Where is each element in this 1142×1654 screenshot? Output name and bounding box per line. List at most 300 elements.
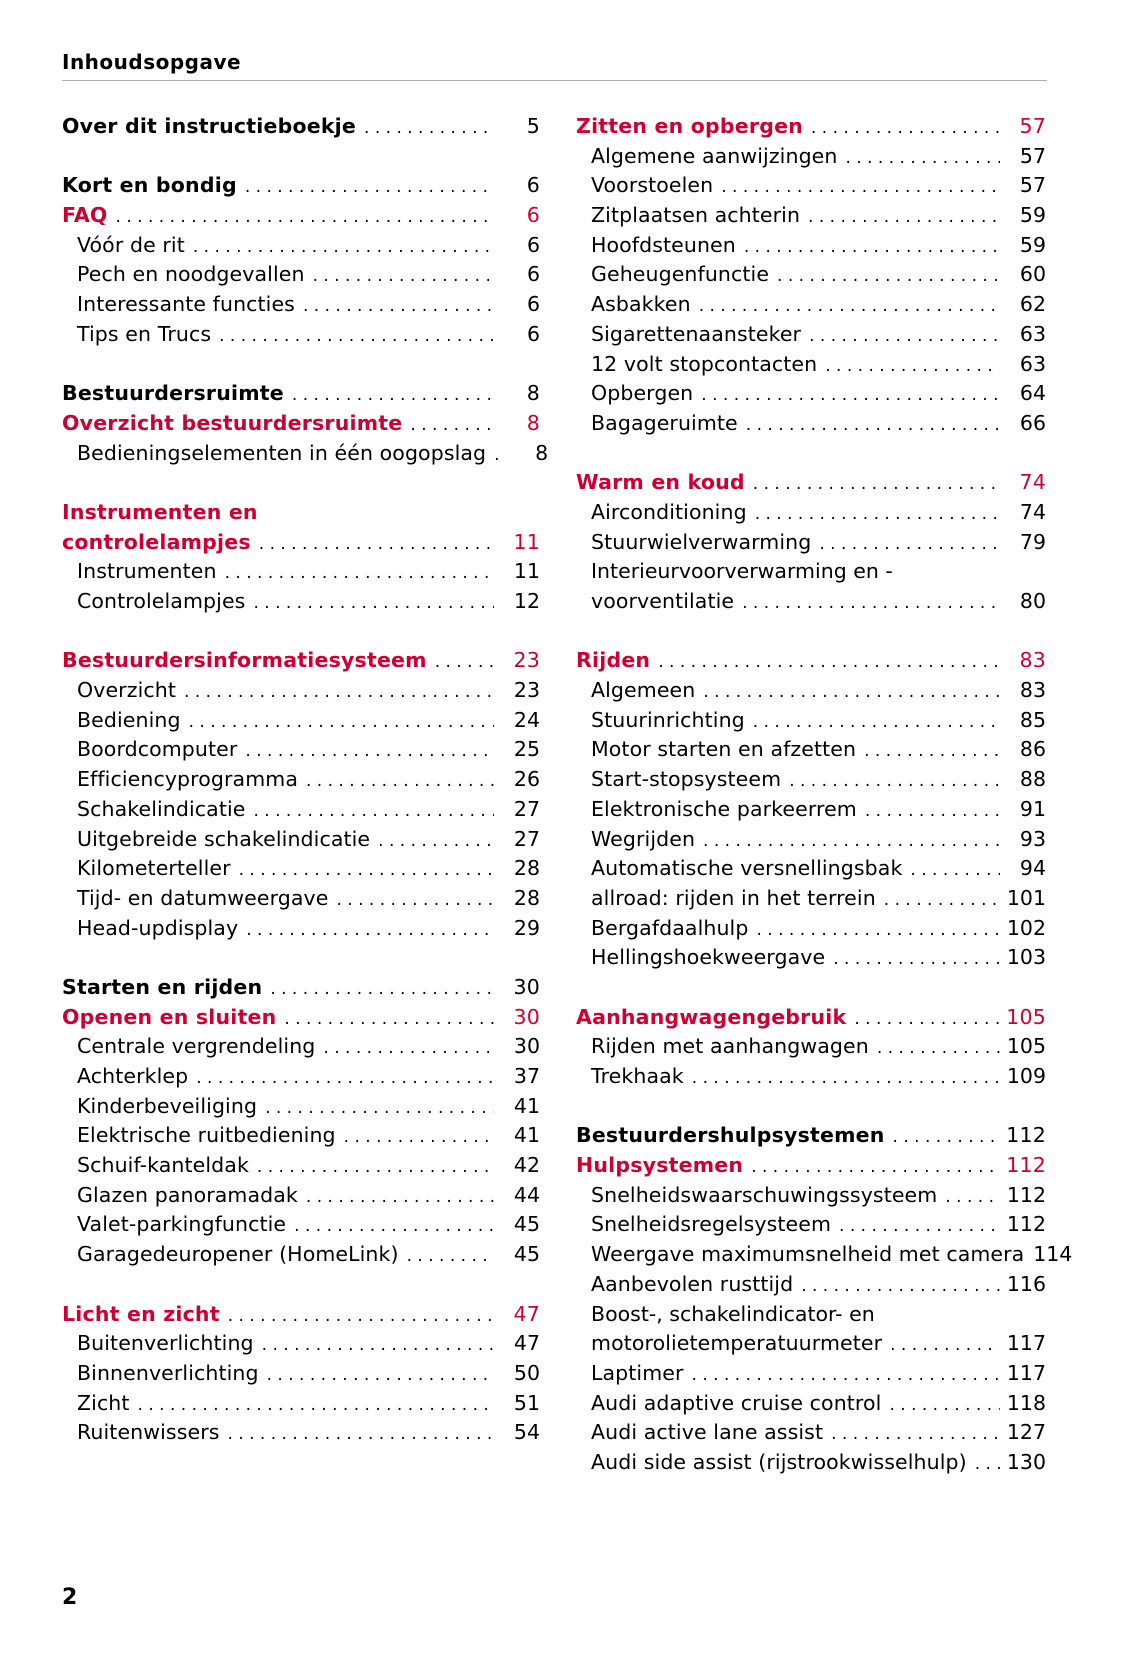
toc-entry-page: 79 xyxy=(1019,529,1046,554)
toc-entry-label: Audi adaptive cruise control xyxy=(591,1390,882,1415)
toc-entry[interactable] xyxy=(62,1389,540,1419)
toc-entry-page: 41 xyxy=(513,1093,540,1118)
toc-entry[interactable] xyxy=(576,231,1046,261)
toc-entry[interactable] xyxy=(576,1121,1046,1151)
toc-entry[interactable] xyxy=(576,1151,1046,1181)
toc-entry[interactable] xyxy=(576,379,1046,409)
toc-entry[interactable] xyxy=(62,1151,540,1181)
leader-dots xyxy=(257,1153,494,1183)
toc-entry[interactable] xyxy=(576,587,1046,617)
toc-entry[interactable] xyxy=(62,439,549,469)
toc-entry[interactable] xyxy=(62,231,540,261)
toc-entry[interactable] xyxy=(62,587,540,617)
toc-entry[interactable] xyxy=(62,854,540,884)
leader-dots xyxy=(864,737,1000,767)
leader-dots xyxy=(265,1094,494,1124)
toc-entry-page: 102 xyxy=(1006,915,1046,940)
toc-entry[interactable] xyxy=(576,1003,1046,1033)
toc-entry-label: Boordcomputer xyxy=(77,737,238,762)
leader-dots xyxy=(755,500,1000,530)
leader-dots xyxy=(846,144,1001,174)
toc-entry-label: Sigarettenaansteker xyxy=(591,321,802,346)
toc-entry[interactable] xyxy=(62,409,540,439)
leader-dots xyxy=(809,322,1000,352)
toc-entry-page: 6 xyxy=(526,292,540,317)
toc-entry[interactable] xyxy=(576,943,1046,973)
leader-dots xyxy=(893,1123,1000,1153)
toc-entry-page: 28 xyxy=(513,856,540,881)
toc-entry[interactable] xyxy=(62,1418,540,1448)
leader-dots xyxy=(811,114,1000,144)
leader-dots xyxy=(344,1123,494,1153)
toc-entry-page: 57 xyxy=(1019,173,1046,198)
toc-entry[interactable] xyxy=(62,290,540,320)
toc-entry-page: 74 xyxy=(1019,499,1046,524)
leader-dots xyxy=(753,470,1000,500)
toc-entry-label: voorventilatie xyxy=(591,589,735,613)
leader-dots xyxy=(184,678,494,708)
toc-entry-page: 112 xyxy=(1006,1182,1046,1207)
toc-entry-label: Kinderbeveiliging xyxy=(77,1093,258,1118)
toc-entry-page: 11 xyxy=(513,559,540,584)
toc-entry-label: Hulpsystemen xyxy=(576,1153,744,1178)
toc-entry[interactable] xyxy=(576,825,1046,855)
toc-entry-label: Kilometerteller xyxy=(77,856,231,881)
leader-dots xyxy=(245,737,494,767)
toc-entry-page: 37 xyxy=(513,1064,540,1088)
toc-entry-label: Tips en Trucs xyxy=(77,321,212,346)
toc-entry-label: Stuurwielverwarming xyxy=(591,529,812,554)
toc-entry[interactable] xyxy=(576,528,1046,558)
toc-entry-label: Valet-parkingfunctie xyxy=(77,1212,287,1237)
toc-entry[interactable] xyxy=(62,706,540,736)
toc-entry-label: Kort en bondig xyxy=(62,173,237,198)
leader-dots xyxy=(292,381,494,411)
toc-entry[interactable] xyxy=(62,1300,540,1330)
toc-entry-label: Interessante functies xyxy=(77,292,295,317)
leader-dots xyxy=(808,203,1000,233)
toc-entry-label: Licht en zicht xyxy=(62,1301,220,1326)
toc-entry-label: Aanhangwagengebruik xyxy=(576,1004,847,1029)
toc-entry-label: Hellingshoekweergave xyxy=(591,945,826,970)
toc-entry-label: Ruitenwissers xyxy=(77,1420,220,1445)
toc-entry-page: 94 xyxy=(1019,856,1046,881)
toc-entry[interactable] xyxy=(576,854,1046,884)
toc-entry[interactable] xyxy=(576,795,1046,825)
toc-entry[interactable] xyxy=(576,1418,1046,1448)
leader-dots xyxy=(825,352,1000,382)
toc-entry-page: 101 xyxy=(1006,885,1046,910)
toc-entry-label: motorolietemperatuurmeter xyxy=(591,1331,883,1356)
toc-entry-label: Elektrische ruitbediening xyxy=(77,1123,336,1148)
toc-entry[interactable] xyxy=(62,1210,540,1240)
toc-entry-page: 12 xyxy=(513,589,540,613)
toc-entry-page: 105 xyxy=(1006,1004,1046,1029)
toc-entry[interactable] xyxy=(576,320,1046,350)
toc-entry-label: Bestuurdershulpsystemen xyxy=(576,1123,885,1148)
toc-entry-page: 6 xyxy=(526,232,540,257)
toc-entry[interactable] xyxy=(62,795,540,825)
toc-entry-label: Weergave maximumsnelheid met camera xyxy=(591,1242,1025,1267)
toc-entry-page: 30 xyxy=(513,1034,540,1059)
toc-entry-label: Bagageruimte xyxy=(591,410,738,435)
toc-entry[interactable] xyxy=(576,1062,1046,1092)
toc-entry-page: 103 xyxy=(1006,945,1046,970)
toc-entry-label: Glazen panoramadak xyxy=(77,1182,298,1207)
toc-entry-label: Controlelampjes xyxy=(77,589,246,613)
toc-entry-page: 114 xyxy=(1033,1242,1073,1267)
toc-entry[interactable] xyxy=(576,171,1046,201)
toc-entry-page: 85 xyxy=(1019,707,1046,732)
leader-dots xyxy=(839,1212,1000,1242)
toc-entry[interactable] xyxy=(62,260,540,290)
toc-entry-label: Algemene aanwijzingen xyxy=(591,143,838,168)
toc-entry-page: 29 xyxy=(513,915,540,940)
toc-entry-page: 8 xyxy=(526,410,540,435)
toc-entry[interactable] xyxy=(576,201,1046,231)
toc-entry-page: 30 xyxy=(513,1004,540,1029)
toc-entry-page: 83 xyxy=(1019,678,1046,703)
leader-dots xyxy=(267,1361,494,1391)
toc-entry-label: Binnenverlichting xyxy=(77,1360,259,1385)
toc-entry-page: 6 xyxy=(526,321,540,346)
toc-entry-page: 59 xyxy=(1019,203,1046,228)
toc-entry-label: Bestuurdersruimte xyxy=(62,381,284,406)
toc-entry-page: 63 xyxy=(1019,351,1046,376)
toc-entry[interactable] xyxy=(576,468,1046,498)
toc-entry-page: 112 xyxy=(1006,1153,1046,1178)
toc-entry-label: Geheugenfunctie xyxy=(591,262,770,287)
toc-entry[interactable] xyxy=(576,260,1046,290)
toc-entry[interactable] xyxy=(576,290,1046,320)
leader-dots xyxy=(364,114,494,144)
toc-entry[interactable] xyxy=(62,171,540,201)
leader-dots xyxy=(313,262,494,292)
toc-entry-label: Voorstoelen xyxy=(591,173,714,198)
toc-entry-label: Zicht xyxy=(77,1390,130,1415)
toc-entry-page: 6 xyxy=(526,262,540,287)
page-header xyxy=(62,50,1047,81)
toc-entry-page: 50 xyxy=(513,1360,540,1385)
toc-entry-label: Stuurinrichting xyxy=(591,707,745,732)
toc-entry-page: 11 xyxy=(513,529,540,554)
toc-entry-page: 83 xyxy=(1019,648,1046,673)
toc-entry-page: 42 xyxy=(513,1153,540,1178)
toc-column-left xyxy=(62,112,549,1448)
toc-entry-page: 51 xyxy=(513,1390,540,1415)
toc-entry[interactable] xyxy=(576,735,1046,765)
toc-entry[interactable] xyxy=(576,646,1046,676)
toc-entry-page: 116 xyxy=(1006,1271,1046,1296)
toc-entry-label: Efficiencyprogramma xyxy=(77,767,298,792)
toc-entry-label: Zitplaatsen achterin xyxy=(591,203,801,228)
leader-dots xyxy=(777,262,1000,292)
toc-entry-label: Audi side assist (rijstrookwisselhulp) xyxy=(591,1449,967,1474)
toc-entry-page: 6 xyxy=(526,173,540,198)
toc-entry[interactable] xyxy=(62,1003,540,1033)
toc-entry[interactable] xyxy=(62,1121,540,1151)
toc-entry-label: Automatische versnellingsbak xyxy=(591,856,903,881)
toc-entry-page: 59 xyxy=(1019,232,1046,257)
toc-entry-page: 105 xyxy=(1006,1034,1046,1059)
leader-dots xyxy=(819,530,1000,560)
toc-entry[interactable] xyxy=(576,676,1046,706)
toc-entry[interactable] xyxy=(62,320,540,350)
toc-entry[interactable] xyxy=(62,201,540,231)
toc-entry-page: 130 xyxy=(1006,1449,1046,1474)
toc-entry[interactable] xyxy=(576,1329,1046,1359)
toc-entry-label: Elektronische parkeerrem xyxy=(591,796,857,821)
toc-entry-label-line: Interieurvoorverwarming en - xyxy=(591,559,893,584)
leader-dots xyxy=(225,559,494,589)
leader-dots xyxy=(975,1450,1000,1480)
leader-dots xyxy=(196,1064,494,1094)
leader-dots xyxy=(189,708,494,738)
leader-dots xyxy=(253,797,494,827)
toc-entry-page: 80 xyxy=(1019,589,1046,613)
toc-entry-label: Zitten en opbergen xyxy=(576,114,803,138)
toc-entry[interactable] xyxy=(62,557,540,587)
leader-dots xyxy=(193,233,494,263)
leader-dots xyxy=(865,797,1000,827)
toc-entry-page: 6 xyxy=(526,203,540,228)
toc-entry[interactable] xyxy=(62,646,540,676)
toc-entry-label: controlelampjes xyxy=(62,529,251,554)
toc-entry-page: 60 xyxy=(1019,262,1046,287)
leader-dots xyxy=(910,856,1000,886)
page-number: 2 xyxy=(62,1585,78,1610)
leader-dots xyxy=(801,1272,1000,1302)
toc-entry[interactable] xyxy=(576,142,1046,172)
leader-dots xyxy=(306,767,494,797)
toc-entry[interactable] xyxy=(576,706,1046,736)
toc-entry-label: Achterklep xyxy=(77,1064,189,1088)
toc-entry[interactable] xyxy=(62,765,540,795)
toc-entry-page: 62 xyxy=(1019,292,1046,317)
leader-dots xyxy=(744,233,1000,263)
toc-entry[interactable] xyxy=(576,1389,1046,1419)
toc-entry-page: 23 xyxy=(513,648,540,673)
toc-entry-page: 47 xyxy=(513,1301,540,1326)
toc-entry-label: Bediening xyxy=(77,707,181,732)
leader-dots xyxy=(699,292,1000,322)
toc-entry-page: 30 xyxy=(513,974,540,999)
toc-entry-label: Start-stopsysteem xyxy=(591,767,782,792)
leader-dots xyxy=(270,975,494,1005)
toc-entry-page: 91 xyxy=(1019,796,1046,821)
leader-dots xyxy=(833,945,1000,975)
leader-dots xyxy=(721,173,1000,203)
toc-entry-page: 8 xyxy=(526,381,540,406)
toc-entry-label: Audi active lane assist xyxy=(591,1420,824,1445)
leader-dots xyxy=(245,173,494,203)
toc-entry-label-line: Instrumenten en xyxy=(62,499,258,524)
toc-entry-label: Bergafdaalhulp xyxy=(591,915,749,940)
toc-entry[interactable] xyxy=(576,112,1046,142)
toc-entry-label: Garagedeuropener (HomeLink) xyxy=(77,1242,399,1267)
toc-entry-page: 8 xyxy=(535,440,549,465)
toc-entry-page: 88 xyxy=(1019,767,1046,792)
leader-dots xyxy=(703,827,1000,857)
toc-entry-label: Snelheidsregelsysteem xyxy=(591,1212,832,1237)
toc-entry-label: Asbakken xyxy=(591,292,691,317)
toc-entry-label: 12 volt stopcontacten xyxy=(591,351,818,376)
toc-entry[interactable] xyxy=(576,498,1046,528)
toc-entry-page: 26 xyxy=(513,767,540,792)
leader-dots xyxy=(407,1242,494,1272)
toc-entry-label: Bedieningselementen in één oogopslag xyxy=(77,440,487,465)
toc-entry[interactable] xyxy=(62,1062,540,1092)
toc-entry[interactable] xyxy=(576,765,1046,795)
leader-dots xyxy=(303,292,494,322)
leader-dots xyxy=(742,589,1000,619)
leader-dots xyxy=(259,530,494,560)
toc-entry[interactable] xyxy=(62,973,540,1003)
toc-entry[interactable] xyxy=(576,1240,1073,1270)
leader-dots xyxy=(219,322,494,352)
toc-entry[interactable] xyxy=(576,1359,1046,1389)
toc-entry-label: Laptimer xyxy=(591,1360,684,1385)
toc-entry-label: Rijden xyxy=(576,648,651,673)
leader-dots xyxy=(692,1064,1000,1094)
toc-entry[interactable] xyxy=(62,1032,540,1062)
toc-entry[interactable] xyxy=(62,1181,540,1211)
toc-entry-label: Openen en sluiten xyxy=(62,1004,277,1029)
toc-entry[interactable] xyxy=(576,1210,1046,1240)
toc-entry-label: Head-updisplay xyxy=(77,915,239,940)
page-title: Inhoudsopgave xyxy=(62,50,242,74)
toc-entry[interactable] xyxy=(576,884,1046,914)
toc-entry-label: Centrale vergrendeling xyxy=(77,1034,316,1059)
toc-entry-label: Snelheidswaarschuwingssysteem xyxy=(591,1182,938,1207)
toc-entry[interactable] xyxy=(62,1359,540,1389)
leader-dots xyxy=(945,1183,1000,1213)
toc-entry-label: Uitgebreide schakelindicatie xyxy=(77,826,371,851)
toc-entry-label: Airconditioning xyxy=(591,499,747,524)
toc-entry[interactable] xyxy=(62,112,540,142)
toc-entry-page: 25 xyxy=(513,737,540,762)
toc-entry-page: 74 xyxy=(1019,470,1046,495)
toc-entry-page: 117 xyxy=(1006,1331,1046,1356)
leader-dots xyxy=(658,648,1000,678)
toc-entry[interactable] xyxy=(62,735,540,765)
toc-entry-label: Wegrijden xyxy=(591,826,696,851)
toc-entry-label: Opbergen xyxy=(591,381,694,406)
toc-entry[interactable] xyxy=(576,914,1046,944)
leader-dots xyxy=(854,1005,1000,1035)
toc-entry-page: 54 xyxy=(513,1420,540,1445)
toc-entry[interactable] xyxy=(62,379,540,409)
leader-dots xyxy=(877,1034,1000,1064)
toc-entry[interactable] xyxy=(576,1181,1046,1211)
leader-dots xyxy=(494,441,502,471)
leader-dots xyxy=(753,708,1000,738)
toc-entry-page: 66 xyxy=(1019,410,1046,435)
toc-entry-page: 27 xyxy=(513,796,540,821)
toc-entry-page: 45 xyxy=(513,1212,540,1237)
toc-entry-label: Motor starten en afzetten xyxy=(591,737,857,762)
toc-entry-page: 41 xyxy=(513,1123,540,1148)
toc-entry-label: Schakelindicatie xyxy=(77,796,246,821)
leader-dots xyxy=(890,1331,1000,1361)
toc-entry-label: Pech en noodgevallen xyxy=(77,262,305,287)
leader-dots xyxy=(246,916,494,946)
toc-entry-label: Aanbevolen rusttijd xyxy=(591,1271,794,1296)
leader-dots xyxy=(378,827,494,857)
toc-column-right xyxy=(576,112,1073,1478)
toc-entry[interactable] xyxy=(62,1329,540,1359)
leader-dots xyxy=(294,1212,494,1242)
toc-entry-label: Trekhaak xyxy=(591,1064,684,1088)
leader-dots xyxy=(253,589,494,619)
leader-dots xyxy=(884,886,1000,916)
leader-dots xyxy=(138,1391,494,1421)
toc-entry-page: 47 xyxy=(513,1331,540,1356)
toc-entry-page: 27 xyxy=(513,826,540,851)
toc-entry-label: allroad: rijden in het terrein xyxy=(591,885,876,910)
toc-entry-page: 93 xyxy=(1019,826,1046,851)
toc-entry[interactable] xyxy=(62,1240,540,1270)
toc-entry-page: 109 xyxy=(1006,1064,1046,1088)
leader-dots xyxy=(831,1420,1000,1450)
toc-entry-label: Buitenverlichting xyxy=(77,1331,254,1356)
toc-entry[interactable] xyxy=(62,884,540,914)
toc-entry-page: 23 xyxy=(513,678,540,703)
toc-entry[interactable] xyxy=(576,1270,1046,1300)
leader-dots xyxy=(703,678,1000,708)
toc-entry-page: 86 xyxy=(1019,737,1046,762)
toc-entry-label: FAQ xyxy=(62,203,108,228)
toc-entry-page: 24 xyxy=(513,707,540,732)
leader-dots xyxy=(789,767,1000,797)
toc-entry-page: 112 xyxy=(1006,1123,1046,1148)
leader-dots xyxy=(228,1420,495,1450)
toc-entry-label: Overzicht xyxy=(77,678,176,703)
leader-dots xyxy=(692,1361,1000,1391)
toc-entry[interactable] xyxy=(576,350,1046,380)
toc-entry[interactable] xyxy=(62,914,540,944)
toc-entry[interactable] xyxy=(62,825,540,855)
toc-entry-page: 5 xyxy=(526,114,540,138)
toc-entry[interactable] xyxy=(62,676,540,706)
toc-entry[interactable] xyxy=(576,409,1046,439)
toc-entry[interactable] xyxy=(576,1032,1046,1062)
toc-entry[interactable] xyxy=(62,1092,540,1122)
leader-dots xyxy=(284,1005,494,1035)
toc-entry-label: Warm en koud xyxy=(576,470,745,495)
toc-entry-page: 127 xyxy=(1006,1420,1046,1445)
leader-dots xyxy=(228,1302,494,1332)
toc-entry-label: Starten en rijden xyxy=(62,974,263,999)
toc-entry-label-line: Boost-, schakelindicator- en xyxy=(591,1301,875,1326)
toc-entry-label: Tijd- en datumweergave xyxy=(77,885,329,910)
toc-entry[interactable] xyxy=(576,1448,1046,1478)
toc-entry-page: 112 xyxy=(1006,1212,1046,1237)
toc-entry[interactable] xyxy=(62,528,540,558)
toc-entry-label: Instrumenten xyxy=(77,559,217,584)
leader-dots xyxy=(746,411,1000,441)
toc-entry-label: Vóór de rit xyxy=(77,232,185,257)
toc-entry-label: Schuif-kanteldak xyxy=(77,1153,249,1178)
leader-dots xyxy=(756,916,1000,946)
leader-dots xyxy=(323,1034,494,1064)
leader-dots xyxy=(751,1153,1000,1183)
leader-dots xyxy=(239,856,494,886)
leader-dots xyxy=(306,1183,494,1213)
leader-dots xyxy=(889,1391,1000,1421)
toc-entry-page: 44 xyxy=(513,1182,540,1207)
leader-dots xyxy=(116,203,494,233)
